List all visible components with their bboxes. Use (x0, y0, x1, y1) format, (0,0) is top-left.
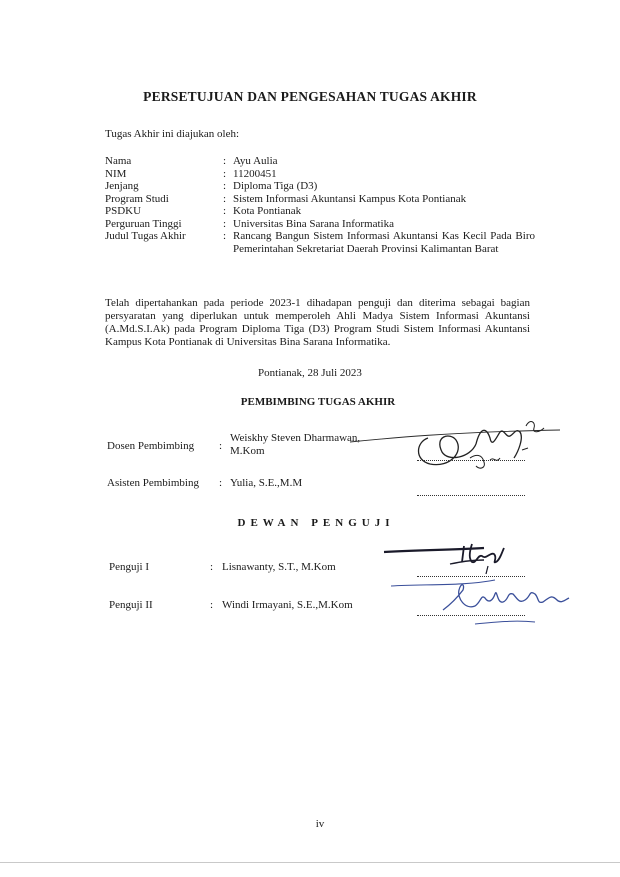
penguji-1-name: Lisnawanty, S.T., M.Kom (222, 561, 336, 573)
place-date: Pontianak, 28 Juli 2023 (258, 367, 362, 379)
field-row-psdku (105, 205, 535, 218)
field-colon: : (223, 167, 227, 180)
field-value: 11200451 (233, 167, 277, 180)
dosen-pembimbing-label: Dosen Pembimbing (107, 440, 195, 452)
field-colon: : (223, 180, 227, 192)
field-value: Sistem Informasi Akuntansi Kampus Kota Pontianak (233, 192, 467, 205)
field-label: Judul Tugas Akhir (105, 230, 186, 242)
field-label: Jenjang (105, 180, 139, 192)
field-row-perguruan-tinggi (105, 218, 535, 231)
field-row-program-studi (105, 193, 535, 206)
penguji-2-colon: : (210, 599, 214, 611)
page-number: iv (315, 818, 325, 830)
field-value: Rancang Bangun Sistem Informasi Akuntansi Kas Kecil Pada Biro Pemerintahan Sekretariat Daerah Provinsi Kalimantan Barat (233, 230, 535, 255)
signature-line-asisten (417, 495, 525, 496)
asisten-pembimbing-name: Yulia, S.E.,M.M (230, 477, 303, 489)
dewan-penguji-heading: DEWAN PENGUJI (237, 517, 395, 529)
field-label: Program Studi (105, 192, 169, 205)
intro-text: Tugas Akhir ini diajukan oleh: (105, 128, 240, 140)
field-row-judul (105, 230, 535, 255)
field-colon: : (223, 230, 227, 242)
field-label: PSDKU (105, 205, 142, 217)
page-bottom-edge (0, 862, 620, 863)
field-label: Perguruan Tinggi (105, 217, 182, 230)
student-info-table (105, 155, 535, 255)
asisten-pembimbing-colon: : (219, 477, 223, 489)
approval-paragraph: Telah dipertahankan pada periode 2023-1 dihadapan penguji dan diterima sebagai bagian persyaratan yang diperlukan untuk memperoleh Ahli Madya Sistem Informasi Akuntansi (A.Md.S.I.Ak) pada Program Diploma Tiga (D3) Program Studi Sistem Informasi Akuntansi Kampus Kota Pontianak di Universitas Bina Sarana Informatika. (105, 297, 530, 348)
field-colon: : (223, 192, 227, 205)
page-title: PERSETUJUAN DAN PENGESAHAN TUGAS AKHIR (143, 89, 477, 104)
field-row-nim (105, 168, 535, 181)
field-value: Universitas Bina Sarana Informatika (233, 217, 394, 230)
penguji-1-colon: : (210, 561, 214, 573)
field-label: NIM (105, 167, 127, 180)
penguji-2-name: Windi Irmayani, S.E.,M.Kom (222, 599, 353, 611)
dosen-pembimbing-name-2: M.Kom (230, 445, 265, 457)
field-row-jenjang (105, 180, 535, 193)
pembimbing-heading: PEMBIMBING TUGAS AKHIR (240, 396, 396, 408)
dosen-pembimbing-name-1: Weiskhy Steven Dharmawan, (230, 432, 361, 444)
signature-penguji-2 (385, 570, 575, 632)
field-colon: : (223, 205, 227, 217)
field-value: Diploma Tiga (D3) (233, 180, 318, 192)
field-colon: : (223, 217, 227, 230)
field-value: Ayu Aulia (233, 155, 278, 167)
penguji-1-label: Penguji I (109, 561, 150, 573)
penguji-2-label: Penguji II (109, 599, 153, 611)
asisten-pembimbing-label: Asisten Pembimbing (107, 477, 199, 489)
dosen-pembimbing-colon: : (219, 440, 223, 452)
signature-dosen-pembimbing (330, 408, 570, 478)
field-label: Nama (105, 155, 132, 167)
field-value: Kota Pontianak (233, 205, 302, 217)
field-colon: : (223, 155, 227, 167)
field-row-nama (105, 155, 535, 168)
